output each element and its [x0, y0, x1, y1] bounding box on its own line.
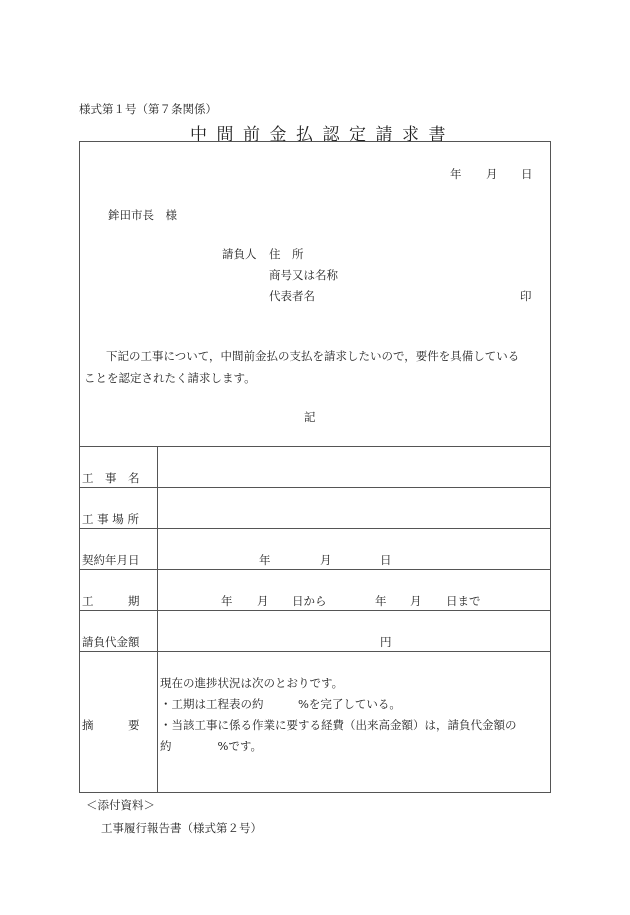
- contract-amount-unit: 円: [380, 635, 392, 649]
- period-to-day: 日まで: [446, 594, 481, 608]
- representative-label: 代表者名: [269, 289, 315, 303]
- date-year: 年: [450, 167, 462, 181]
- contract-date-month: 月: [320, 553, 332, 567]
- date-day: 日: [521, 167, 533, 181]
- table-top-border: [80, 446, 550, 447]
- summary-line1: 現在の進捗状況は次のとおりです。: [160, 676, 344, 690]
- construction-site-label: 工 事 場 所: [82, 512, 139, 526]
- contract-date-day: 日: [380, 553, 392, 567]
- summary-label: 摘 要: [82, 718, 140, 732]
- period-to-month: 月: [410, 594, 422, 608]
- row-divider: [80, 528, 550, 529]
- addressee: 鉾田市長 様: [108, 208, 177, 222]
- row-divider: [80, 487, 550, 488]
- contract-date-label: 契約年月日: [82, 553, 140, 567]
- summary-line4: 約 %です。: [160, 739, 263, 753]
- label-column-divider: [157, 446, 158, 792]
- construction-name-label: 工 事 名: [82, 471, 140, 485]
- document-title: 中間前金払認定請求書: [190, 125, 455, 145]
- trade-name-label: 商号又は名称: [269, 268, 338, 282]
- request-text-line2: ことを認定されたく請求します。: [84, 371, 256, 385]
- form-frame: [79, 141, 551, 793]
- period-to-year: 年: [375, 594, 387, 608]
- attachment-item: 工事履行報告書（様式第２号）: [101, 821, 262, 835]
- date-month: 月: [486, 167, 498, 181]
- summary-line2: ・工期は工程表の約 %を完了している。: [160, 697, 401, 711]
- form-number: 様式第１号（第７条関係）: [79, 102, 217, 116]
- period-from-month: 月: [257, 594, 269, 608]
- row-divider: [80, 651, 550, 652]
- contract-date-year: 年: [259, 553, 271, 567]
- ki-heading: 記: [304, 410, 316, 424]
- attachments-label: ＜添付資料＞: [86, 798, 155, 812]
- seal-mark: 印: [520, 289, 532, 303]
- address-label: 住 所: [269, 247, 304, 261]
- period-label: 工 期: [82, 594, 140, 608]
- period-from-year: 年: [221, 594, 233, 608]
- request-text-line1: 下記の工事について，中間前金払の支払を請求したいので，要件を具備している: [106, 349, 520, 363]
- row-divider: [80, 610, 550, 611]
- row-divider: [80, 569, 550, 570]
- contract-amount-label: 請負代金額: [82, 635, 140, 649]
- period-from-day: 日から: [292, 594, 327, 608]
- applicant-role-label: 請負人: [222, 247, 257, 261]
- summary-line3: ・当該工事に係る作業に要する経費（出来高金額）は，請負代金額の: [160, 718, 517, 732]
